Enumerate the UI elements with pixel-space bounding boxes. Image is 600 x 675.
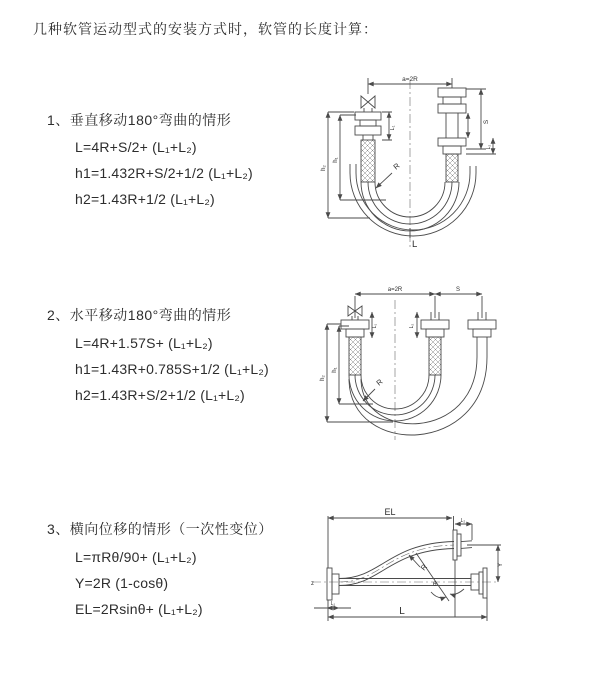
dim-label-l2: L₂ — [409, 323, 415, 329]
dim-label-l1: L₁ — [330, 601, 336, 607]
centerline-mark: z — [311, 581, 314, 587]
section-3-heading: 3、横向位移的情形（一次性变位） — [47, 521, 273, 537]
section-3-formula-el: EL=2Rsinθ+ (L₁+L₂) — [75, 601, 203, 617]
diagram-vertical-180-bend — [300, 58, 570, 253]
dim-label-s: S — [483, 119, 490, 125]
section-2-formula-h1: h1=1.43R+0.785S+1/2 (L₁+L₂) — [75, 361, 269, 377]
diagram-horizontal-180-bend — [313, 282, 598, 449]
section-2-formula-l: L=4R+1.57S+ (L₁+L₂) — [75, 335, 213, 351]
dim-label-h2: h₂ — [321, 165, 327, 171]
braided-hose-left — [349, 337, 361, 375]
section-1-formula-h2: h2=1.43R+1/2 (L₁+L₂) — [75, 191, 215, 207]
radius-label: R — [391, 161, 402, 172]
dim-label-y: Y — [497, 562, 504, 568]
dim-label-h1: h₁ — [333, 157, 339, 163]
dim-label-h2: h₂ — [320, 375, 326, 381]
dim-label-a2r: a=2R — [387, 287, 403, 293]
length-label: L — [399, 606, 405, 617]
dim-label-s: S — [455, 287, 461, 293]
dim-label-el: EL — [384, 507, 396, 517]
diagram-lateral-displacement — [302, 497, 597, 632]
length-label: L — [412, 239, 418, 250]
dim-label-h1: h₁ — [332, 367, 338, 373]
dim-label-l1: L₁ — [372, 323, 378, 329]
braided-hose-left — [361, 140, 375, 182]
section-1-formula-l: L=4R+S/2+ (L₁+L₂) — [75, 139, 197, 155]
section-1-heading: 1、垂直移动180°弯曲的情形 — [47, 112, 232, 128]
dim-label-l2: L₂ — [460, 518, 466, 524]
dim-label-l1: L₁ — [390, 125, 396, 131]
section-3-formula-y: Y=2R (1-cosθ) — [75, 575, 169, 591]
dim-label-l2: L₂ — [486, 144, 492, 150]
radius-label: R — [418, 562, 430, 573]
section-3-formula-l: L=πRθ/90+ (L₁+L₂) — [75, 549, 197, 565]
section-2-heading: 2、水平移动180°弯曲的情形 — [47, 307, 232, 323]
radius-label: R — [374, 377, 385, 388]
braided-hose-middle — [429, 337, 441, 375]
braided-hose-right — [446, 154, 458, 182]
valve-icon — [361, 96, 375, 108]
dim-label-a2r: a=2R — [402, 76, 418, 83]
theta-label: θ — [433, 581, 437, 588]
section-1-formula-h1: h1=1.432R+S/2+1/2 (L₁+L₂) — [75, 165, 253, 181]
section-2-formula-h2: h2=1.43R+S/2+1/2 (L₁+L₂) — [75, 387, 245, 403]
page-title: 几种软管运动型式的安装方式时，软管的长度计算： — [33, 21, 378, 37]
